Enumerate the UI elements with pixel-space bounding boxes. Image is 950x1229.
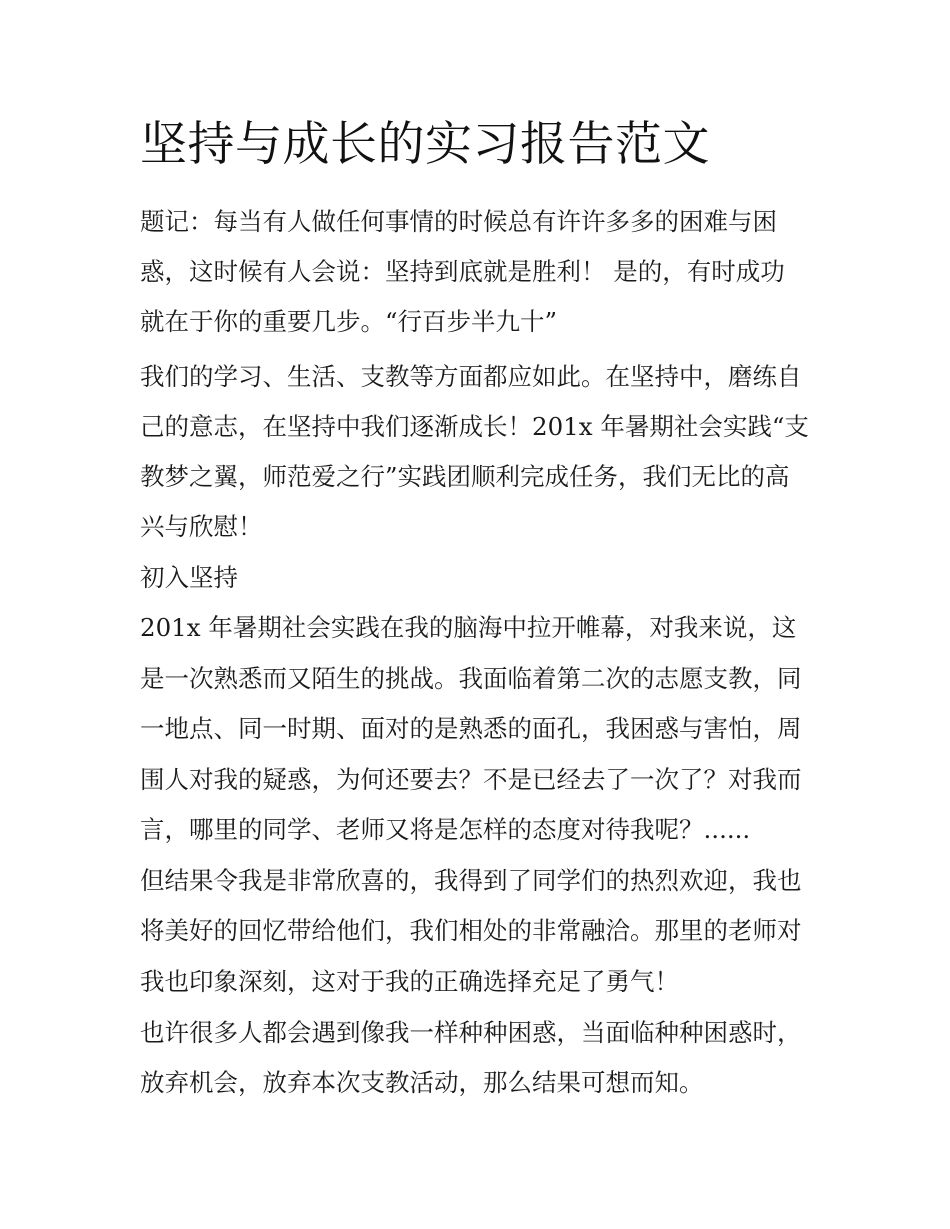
- text-line: 言，哪里的同学、老师又将是怎样的态度对待我呢？......: [140, 815, 751, 844]
- document-title: 坚持与成长的实习报告范文: [140, 117, 710, 172]
- text-line: 但结果令我是非常欣喜的，我得到了同学们的热烈欢迎，我也: [140, 866, 802, 895]
- text-line: 放弃机会，放弃本次支教活动，那么结果可想而知。: [140, 1068, 704, 1097]
- text-line: 围人对我的疑惑，为何还要去？不是已经去了一次了？对我而: [140, 765, 802, 794]
- text-line: 教梦之翼，师范爱之行”实践团顺利完成任务，我们无比的高: [140, 462, 790, 491]
- text-line: 我们的学习、生活、支教等方面都应如此。在坚持中，磨练自: [140, 362, 802, 391]
- text-line: 将美好的回忆带给他们，我们相处的非常融洽。那里的老师对: [140, 916, 802, 945]
- text-line: 己的意志，在坚持中我们逐渐成长！201x 年暑期社会实践“支: [140, 412, 809, 441]
- text-line: 惑，这时候有人会说：坚持到底就是胜利！ 是的，有时成功: [140, 257, 785, 286]
- text-line: 兴与欣慰！: [140, 512, 263, 541]
- text-line: 也许很多人都会遇到像我一样种种困惑，当面临种种困惑时，: [140, 1018, 802, 1047]
- text-line: 我也印象深刻，这对于我的正确选择充足了勇气！: [140, 967, 679, 996]
- text-line: 是一次熟悉而又陌生的挑战。我面临着第二次的志愿支教，同: [140, 664, 802, 693]
- section-heading: 初入坚持: [140, 563, 238, 592]
- text-line: 201x 年暑期社会实践在我的脑海中拉开帷幕，对我来说，这: [140, 613, 797, 642]
- text-line: 题记：每当有人做任何事情的时候总有许许多多的困难与困: [140, 207, 777, 236]
- text-line: 一地点、同一时期、面对的是熟悉的面孔，我困惑与害怕，周: [140, 714, 802, 743]
- text-line: 就在于你的重要几步。“行百步半九十”: [140, 307, 558, 336]
